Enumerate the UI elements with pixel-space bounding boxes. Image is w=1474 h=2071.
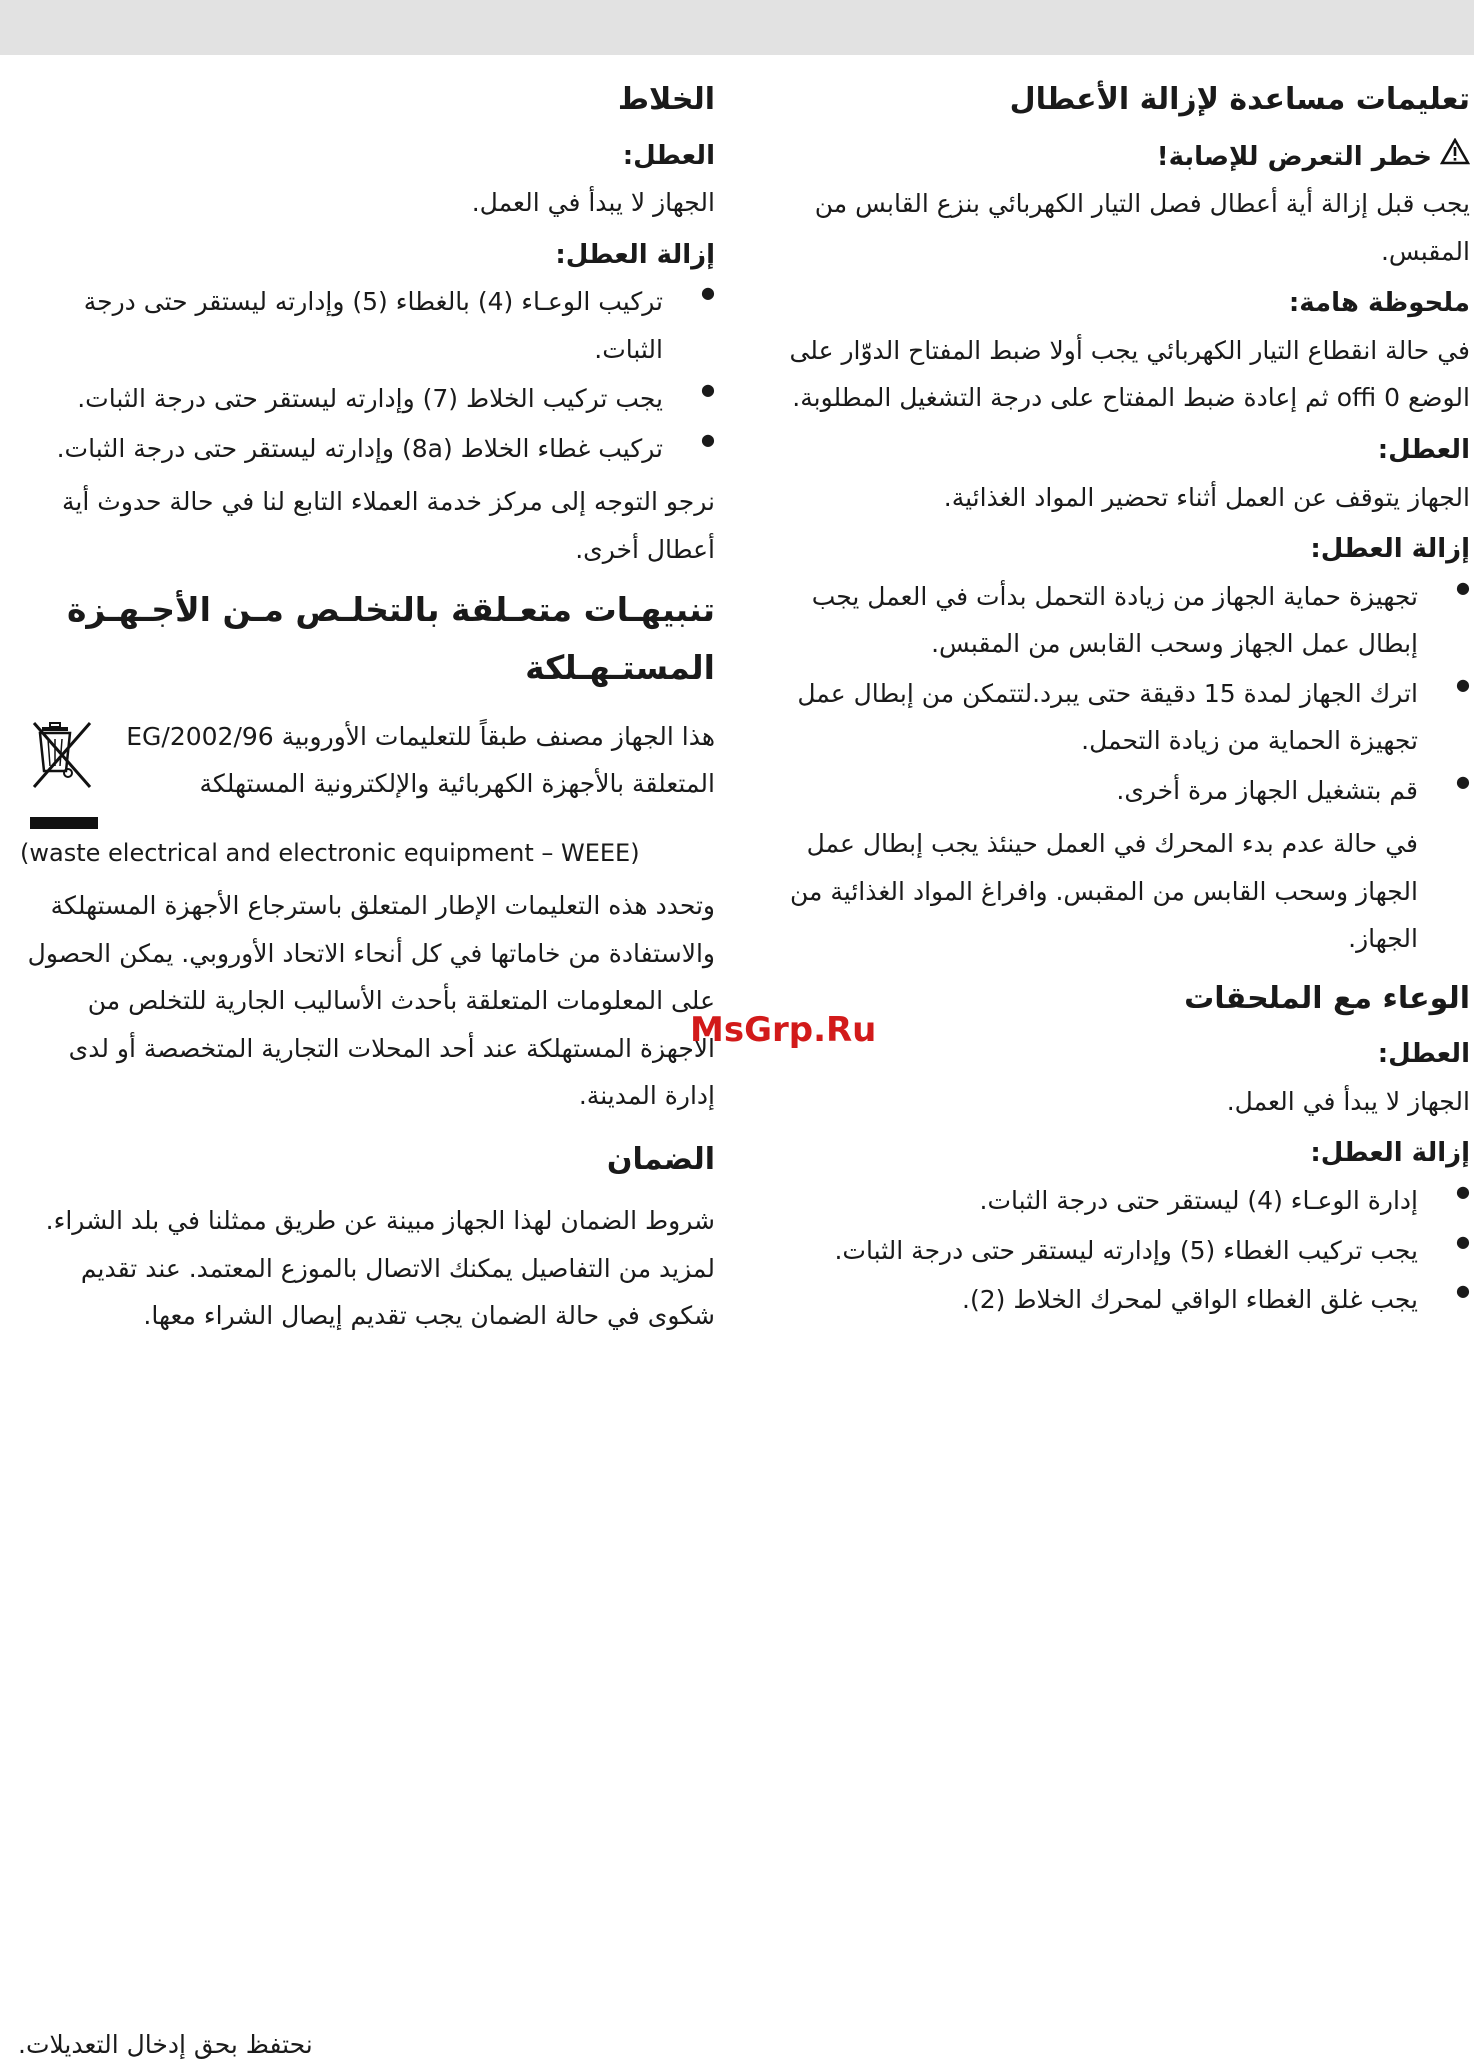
note-text: في حالة انقطاع التيار الكهربائي يجب أولا ضبط المفتاح الدوّار على الوضع 0 offi ثم إعادة ضبط المفتاح على درجة التشغيل المطلوبة. bbox=[789, 335, 1470, 413]
list-item: ● تجهيزة حماية الجهاز من زيادة التحمل بدأت في العمل يجب إبطال عمل الجهاز وسحب القابس من المقبس. bbox=[770, 573, 1470, 668]
list-item: ● يجب تركيب الغطاء (5) وإدارته ليستقر حتى درجة الثبات. bbox=[770, 1227, 1470, 1275]
fault-text: الجهاز يتوقف عن العمل أثناء تحضير المواد الغذائية. bbox=[943, 482, 1470, 512]
fault-text: الجهاز لا يبدأ في العمل. bbox=[471, 188, 715, 218]
danger-heading bbox=[770, 138, 1470, 177]
list-item: ● إدارة الوعـاء (4) ليستقر حتى درجة الثبات. bbox=[770, 1177, 1470, 1225]
warranty-text: شروط الضمان لهذا الجهاز مبينة عن طريق ممثلنا في بلد الشراء. لمزيد من التفاصيل يمكنك الاتصال بالموزع المعتمد. عند تقديم شكوى في حالة الضمان يجب تقديم إيصال الشراء معها. bbox=[45, 1206, 715, 1331]
list-item: ● يجب غلق الغطاء الواقي لمحرك الخلاط (2). bbox=[770, 1276, 1470, 1324]
fix-list bbox=[770, 573, 1470, 815]
danger-heading-text: خطر التعرض للإصابة! bbox=[1156, 141, 1432, 172]
list-item: ● تركيب غطاء الخلاط (8a) وإدارته ليستقر حتى درجة الثبات. bbox=[20, 425, 715, 473]
warranty-title: الضمان bbox=[606, 1141, 715, 1177]
fault-heading: العطل: bbox=[1377, 1039, 1470, 1070]
blender-title: الخلاط bbox=[617, 82, 715, 117]
watermark: MsGrp.Ru bbox=[690, 1010, 877, 1050]
weee-block bbox=[20, 713, 715, 829]
fix-list bbox=[20, 278, 715, 472]
fix-heading: إزالة العطل: bbox=[1310, 534, 1470, 565]
warning-triangle-icon bbox=[1440, 138, 1470, 177]
top-gray-bar bbox=[0, 0, 1474, 55]
list-item: ● قم بتشغيل الجهاز مرة أخرى. bbox=[770, 767, 1470, 815]
crossed-bin-icon bbox=[20, 713, 98, 829]
weee-black-bar bbox=[30, 817, 98, 829]
list-item: ● يجب تركيب الخلاط (7) وإدارته ليستقر حتى درجة الثبات. bbox=[20, 375, 715, 423]
weee-text: هذا الجهاز مصنف طبقاً للتعليمات الأوروبية 2002/96/EG المتعلقة بالأجهزة الكهربائية والإلكترونية المستهلكة bbox=[126, 721, 715, 799]
bowl-section-title: الوعاء مع الملحقات bbox=[1184, 980, 1470, 1016]
fault-text: الجهاز لا يبدأ في العمل. bbox=[1226, 1086, 1470, 1116]
fix-list bbox=[770, 1177, 1470, 1324]
danger-text: يجب قبل إزالة أية أعطال فصل التيار الكهربائي بنزع القابس من المقبس. bbox=[814, 189, 1470, 266]
disposal-title: تنبيهـات متعـلقة بالتخلـص مـن الأجـهـزة المستـهـلكة bbox=[66, 590, 715, 688]
fix-heading: إزالة العطل: bbox=[555, 239, 715, 270]
weee-english: (waste electrical and electronic equipment – WEEE) bbox=[20, 838, 640, 867]
fault-heading: العطل: bbox=[1377, 434, 1470, 465]
fix-heading: إزالة العطل: bbox=[1310, 1138, 1470, 1169]
service-text: نرجو التوجه إلى مركز خدمة العملاء التابع لنا في حالة حدوث أية أعطال أخرى. bbox=[62, 487, 715, 564]
troubleshooting-title: تعليمات مساعدة لإزالة الأعطال bbox=[1009, 82, 1470, 117]
note-heading: ملحوظة هامة: bbox=[1288, 288, 1470, 319]
fix-note: في حالة عدم بدء المحرك في العمل حينئذ يجب إبطال عمل الجهاز وسحب القابس من المقبس. وافراغ المواد الغذائية من الجهاز. bbox=[790, 829, 1418, 954]
fault-heading: العطل: bbox=[622, 140, 715, 171]
troubleshooting-column bbox=[770, 78, 1470, 1330]
list-item: ● اترك الجهاز لمدة 15 دقيقة حتى يبرد.لتتمكن من إبطال عمل تجهيزة الحماية من زيادة التحمل. bbox=[770, 670, 1470, 765]
list-item: ● تركيب الوعـاء (4) بالغطاء (5) وإدارته ليستقر حتى درجة الثبات. bbox=[20, 278, 715, 373]
footer-note: نحتفظ بحق إدخال التعديلات. bbox=[18, 2030, 313, 2059]
disposal-text: وتحدد هذه التعليمات الإطار المتعلق باسترجاع الأجهزة المستهلكة والاستفادة من خاماتها في كل أنحاء الاتحاد الأوروبي. يمكن الحصول على المعلومات المتعلقة بأحدث الأساليب الجارية للتخلص من الأجهزة المستهلكة عند أحد المحلات التجارية المتخصصة أو لدى إدارة المدينة. bbox=[27, 891, 715, 1111]
blender-column bbox=[20, 78, 715, 1346]
